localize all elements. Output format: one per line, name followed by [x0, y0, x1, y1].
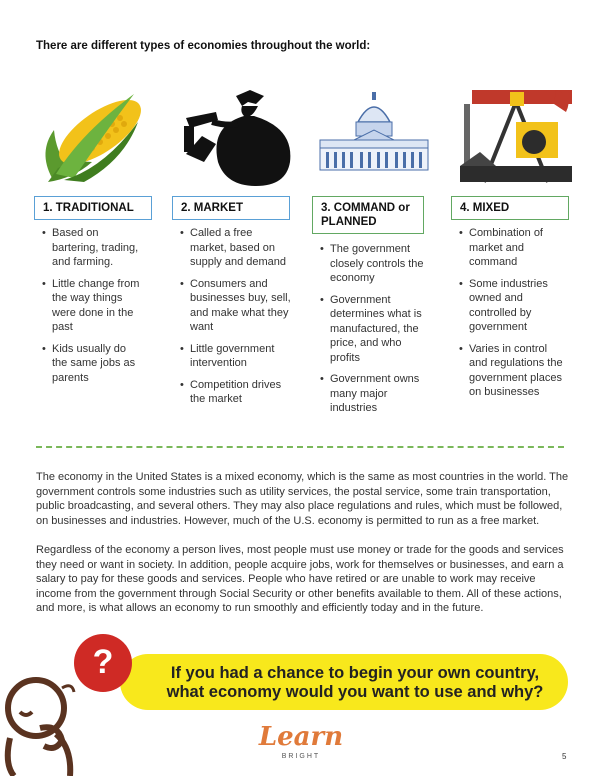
capitol-icon	[314, 82, 434, 190]
list-item: • Little change from the way things were done in the past	[42, 277, 144, 335]
corn-icon	[34, 82, 154, 190]
list-item: • Kids usually do the same jobs as parents	[42, 342, 144, 386]
list-item: • Competition drives the market	[180, 378, 292, 407]
list-item: • Based on bartering, trading, and farming.	[42, 226, 144, 270]
question-text	[150, 664, 560, 702]
logo-sub-text: BRIGHT	[281, 753, 321, 760]
heading-command-planned: 3. COMMAND or PLANNED	[312, 196, 424, 234]
oil-pump-icon	[456, 82, 576, 190]
question-mark-icon: ?	[74, 634, 132, 692]
list-item: • Combination of market and command	[459, 226, 563, 270]
question-line-1: If you had a chance to begin your own country,	[170, 664, 540, 682]
list-item: • Some industries owned and controlled by government	[459, 277, 563, 335]
heading-mixed: 4. MIXED	[451, 196, 569, 220]
heading-market: 2. MARKET	[172, 196, 290, 220]
mixed-list	[459, 226, 563, 407]
list-item: • Government determines what is manufactured, the price, and who profits	[320, 293, 428, 366]
list-item: • Consumers and businesses buy, sell, and make what they want	[180, 277, 292, 335]
dashed-divider	[36, 446, 564, 448]
traditional-list	[42, 226, 144, 392]
command-list	[320, 242, 428, 423]
learn-bright-logo	[246, 722, 356, 772]
intro-heading: There are different types of economies throughout the world:	[36, 40, 371, 52]
logo-main-text: Learn	[258, 722, 344, 752]
list-item: • The government closely controls the economy	[320, 242, 428, 286]
list-item: • Government owns many major industries	[320, 372, 428, 416]
page-number: 5	[562, 752, 567, 761]
heading-traditional: 1. TRADITIONAL	[34, 196, 152, 220]
paragraph-us-economy: The economy in the United States is a mixed economy, which is the same as most countries in the world. The government controls some industries such as utility services, the postal service, some train transportation, public broadcasting, and several others. They may also place regulations and rules, which must be followed, on businesses and industries. However, much of the U.S. economy is permitted to run as a free market.	[36, 471, 569, 527]
money-bag-icon	[176, 82, 296, 190]
paragraph-money-trade: Regardless of the economy a person lives, most people must use money or trade for the goods and services they need or want in society. In addition, people acquire jobs, work for themselves or businesses, and earn a salary to pay for these goods and services. People who have retired or are unable to work may receive income from the government through Social Security or other benefits available to them. All of these actions, and more, is what allows an economy to run smoothly and efficiently today and in the future.	[36, 544, 564, 614]
thinking-person-icon	[0, 668, 84, 776]
question-line-2: what economy would you want to use and why?	[166, 683, 544, 701]
list-item: • Varies in control and regulations the government places on businesses	[459, 342, 563, 400]
market-list	[180, 226, 292, 414]
list-item: • Little government intervention	[180, 342, 292, 371]
list-item: • Called a free market, based on supply and demand	[180, 226, 292, 270]
